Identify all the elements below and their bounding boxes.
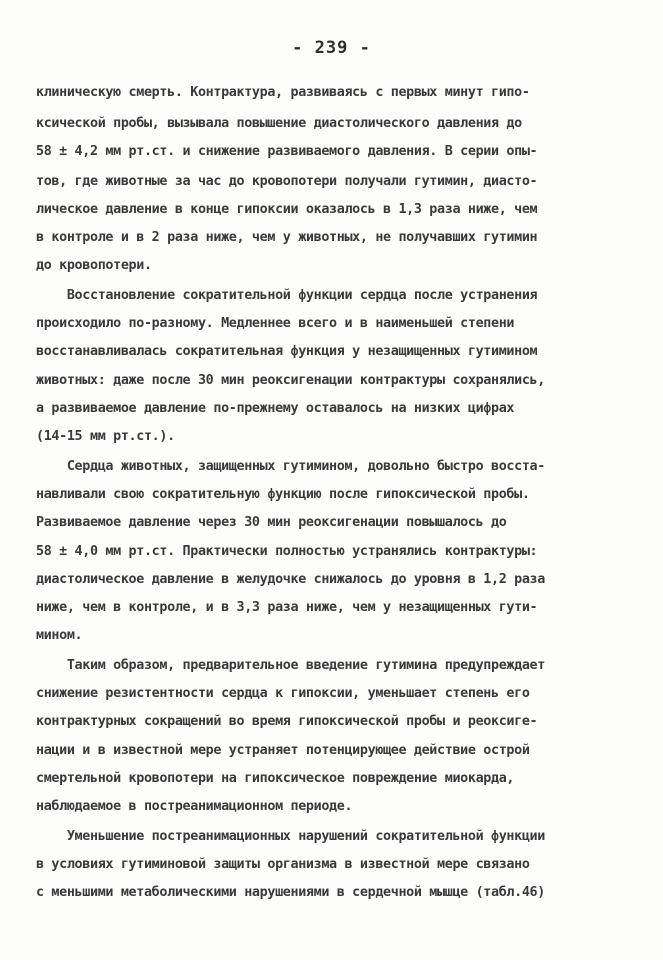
text-line: с меньшими метаболическими нарушениями в сердечной мышце (табл.46) — [36, 885, 545, 900]
text-line: животных: даже после 30 мин реоксигенации контрактуры сохранялись, — [36, 373, 545, 388]
text-line: в контроле и в 2 раза ниже, чем у животных, не получавших гутимин — [36, 230, 538, 245]
text-line: нации и в известной мере устраняет потенцирующее действие острой — [36, 743, 530, 758]
text-line: Сердца животных, защищенных гутимином, довольно быстро восста- — [36, 459, 545, 474]
text-line: Развиваемое давление через 30 мин реоксигенации повышалось до — [36, 515, 507, 530]
text-line: контрактурных сокращений во время гипоксической пробы и реоксиге- — [36, 714, 538, 729]
text-line: в условиях гутиминовой защиты организма в известной мере связано — [36, 857, 530, 872]
text-line: происходило по-разному. Медленнее всего и в наименьшей степени — [36, 316, 515, 331]
text-line: ниже, чем в контроле, и в 3,3 раза ниже, чем у незащищенных гути- — [36, 600, 538, 615]
text-line: тов, где животные за час до кровопотери получали гутимин, диасто- — [36, 174, 538, 189]
text-line: навливали свою сократительную функцию после гипоксической пробы. — [36, 487, 530, 502]
page-number: - 239 - — [292, 38, 371, 58]
text-line: до кровопотери. — [36, 258, 152, 273]
text-line: ксической пробы, вызывала повышение диастолического давления до — [36, 116, 522, 131]
text-line: клиническую смерть. Контрактура, развиваясь с первых минут гипо- — [36, 85, 530, 100]
text-line: восстанавливалась сократительная функция у незащищенных гутимином — [36, 344, 538, 359]
text-line: Восстановление сократительной функции сердца после устранения — [36, 288, 538, 303]
text-line: 58 ± 4,0 мм рт.ст. Практически полностью устранялись контрактуры: — [36, 544, 538, 559]
text-line: а развиваемое давление по-прежнему оставалось на низких цифрах — [36, 401, 515, 416]
text-line: 58 ± 4,2 мм рт.ст. и снижение развиваемого давления. В серии опы- — [36, 144, 538, 159]
text-line: смертельной кровопотери на гипоксическое повреждение миокарда, — [36, 771, 515, 786]
text-line: (14-15 мм рт.ст.). — [36, 429, 175, 444]
text-line: наблюдаемое в постреанимационном периоде. — [36, 799, 353, 814]
text-line: диастолическое давление в желудочке снижалось до уровня в 1,2 раза — [36, 572, 545, 587]
text-line: снижение резистентности сердца к гипоксии, уменьшает степень его — [36, 686, 530, 701]
text-line: Уменьшение постреанимационных нарушений сократительной функции — [36, 829, 545, 844]
text-line: лическое давление в конце гипоксии оказалось в 1,3 раза ниже, чем — [36, 202, 538, 217]
text-line: мином. — [36, 628, 83, 643]
text-line: Таким образом, предварительное введение гутимина предупреждает — [36, 658, 545, 673]
